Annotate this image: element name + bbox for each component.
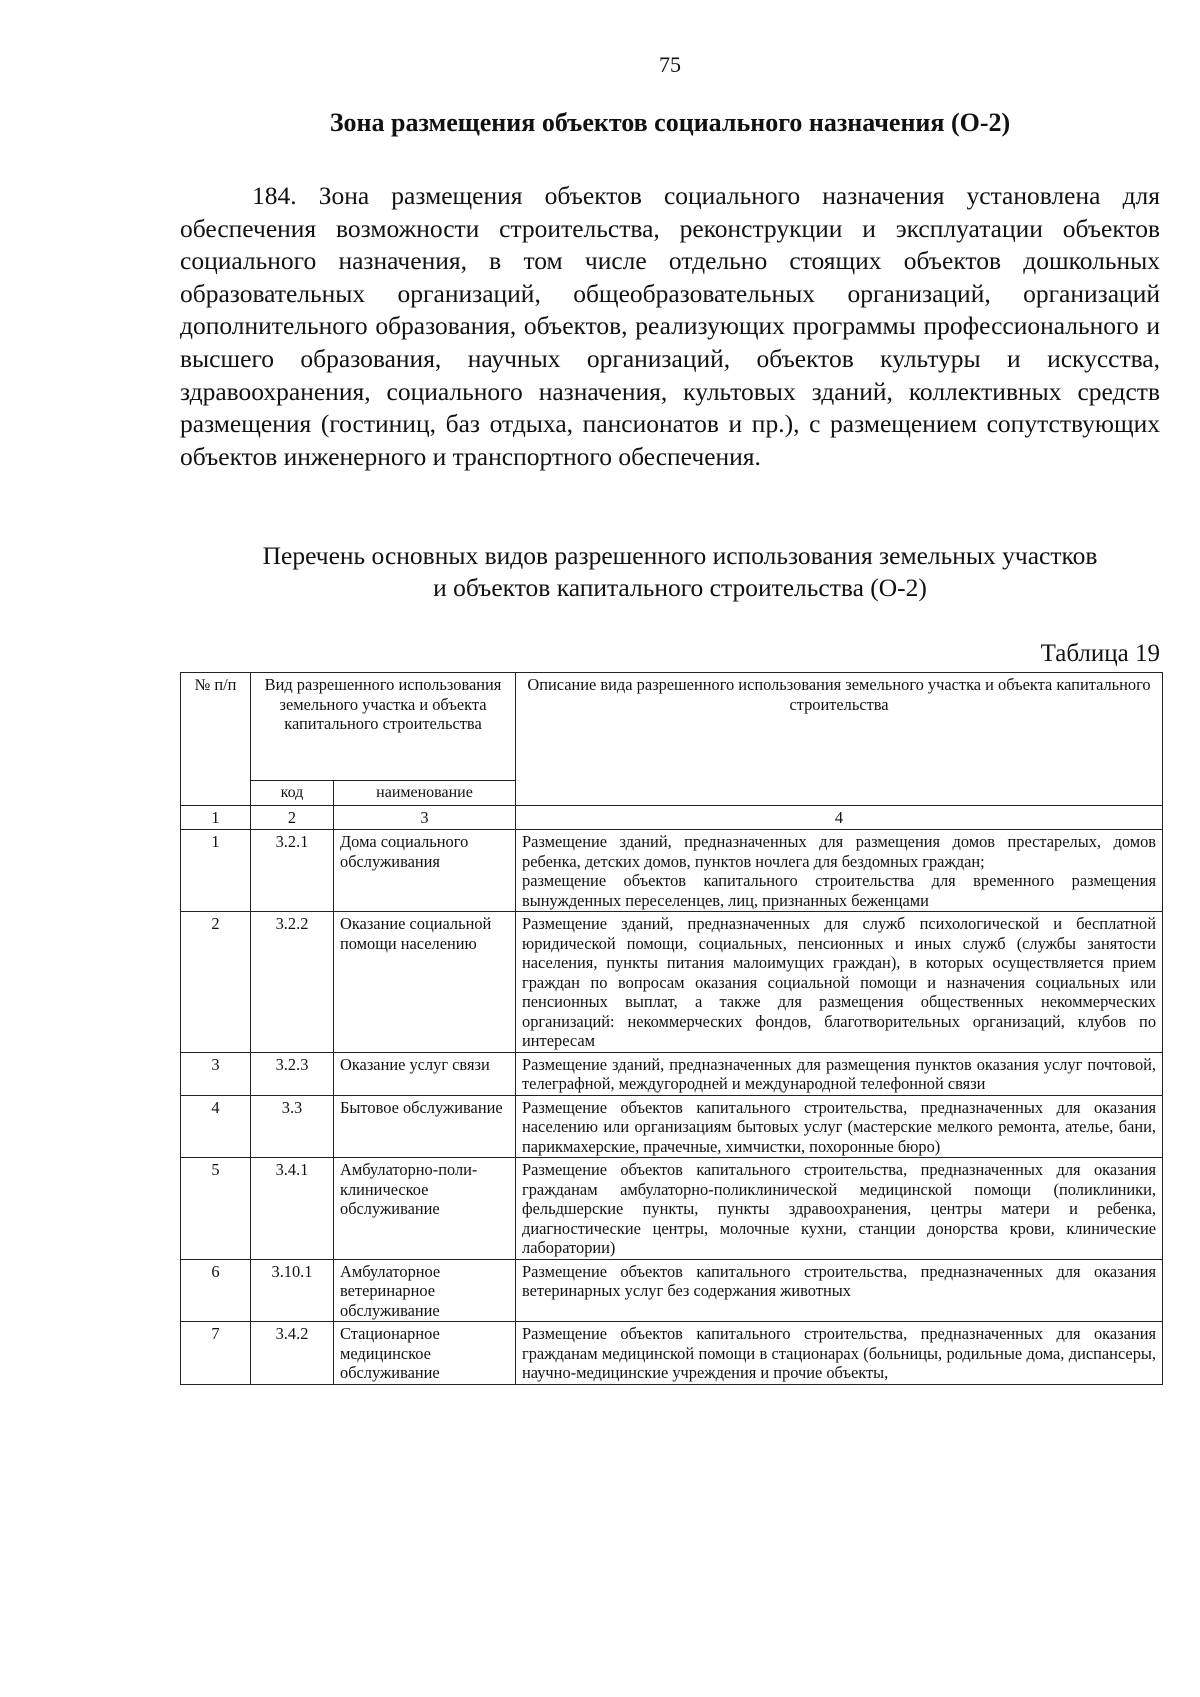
row-code: 3.2.1 xyxy=(251,830,334,912)
list-heading-line-2: и объектов капитального строительства (О-2) xyxy=(433,573,927,602)
section-title: Зона размещения объектов социального назначения (О-2) xyxy=(329,108,1011,137)
row-name: Оказание услуг связи xyxy=(334,1052,516,1095)
row-description-line: размещение объектов капитального строительства для временного размещения вынужденных переселенцев, лиц, признанных беженцами xyxy=(522,871,1157,910)
row-name: Дома социального обслуживания xyxy=(334,830,516,912)
row-code: 3.4.2 xyxy=(251,1322,334,1385)
row-number: 6 xyxy=(181,1259,251,1322)
header-description: Описание вида разрешенного использования земельного участка и объекта капитального строительства xyxy=(516,673,1163,806)
row-number: 7 xyxy=(181,1322,251,1385)
table-row xyxy=(181,912,1163,1053)
row-name: Оказание социальной помощи населению xyxy=(334,912,516,1053)
header-name: наименование xyxy=(334,781,516,806)
row-description xyxy=(516,912,1163,1053)
zone-description-paragraph: 184. Зона размещения объектов социального назначения установлена для обеспечения возможности строительства, реконструкции и эксплуатации объектов социального назначения, в том числе отдельно стоящих объектов дошкольных образовательных организаций, общеобразовательных организаций, организаций дополнительного образования, объектов, реализующих программы профессионального и высшего образования, научных организаций, объектов культуры и искусства, здравоохранения, социального назначения, культовых зданий, коллективных средств размещения (гостиниц, баз отдыха, пансионатов и пр.), с размещением сопутствующих объектов инженерного и транспортного обеспечения. xyxy=(180,181,1160,471)
row-code: 3.10.1 xyxy=(251,1259,334,1322)
row-number: 1 xyxy=(181,830,251,912)
column-number: 4 xyxy=(516,805,1163,830)
table-row xyxy=(181,830,1163,912)
row-description xyxy=(516,1052,1163,1095)
land-use-table xyxy=(180,672,1163,1385)
row-name: Амбулаторно-поли-клиническое обслуживание xyxy=(334,1158,516,1260)
row-description xyxy=(516,1259,1163,1322)
header-code: код xyxy=(251,781,334,806)
row-description-line: Размещение объектов капитального строительства, предназначенных для оказания гражданам амбулаторно-поликлинической медицинской помощи (поликлиники, фельдшерские пункты, пункты здравоохранения, центры матери и ребенка, диагностические центры, молочные кухни, станции донорства крови, клинические лаборатории) xyxy=(522,1160,1157,1257)
row-description-line: Размещение зданий, предназначенных для размещения пунктов оказания услуг почтовой, телеграфной, междугородней и международной телефонной связи xyxy=(522,1054,1157,1093)
table-row xyxy=(181,1259,1163,1322)
table-caption: Таблица 19 xyxy=(1040,640,1160,667)
row-code: 3.2.3 xyxy=(251,1052,334,1095)
row-number: 3 xyxy=(181,1052,251,1095)
row-number: 4 xyxy=(181,1095,251,1158)
row-name: Амбулаторное ветеринарное обслуживание xyxy=(334,1259,516,1322)
row-description-line: Размещение зданий, предназначенных для размещения домов престарелых, домов ребенка, детских домов, пунктов ночлега для бездомных граждан; xyxy=(522,832,1157,871)
row-number: 5 xyxy=(181,1158,251,1260)
row-code: 3.3 xyxy=(251,1095,334,1158)
column-number: 3 xyxy=(334,805,516,830)
row-number: 2 xyxy=(181,912,251,1053)
row-description-line: Размещение зданий, предназначенных для служб психологической и бесплатной юридической помощи, социальных, пенсионных и иных служб (службы занятости населения, пункты питания малоимущих граждан), в которых осуществляется прием граждан по вопросам оказания социальной помощи и назначения социальных или пенсионных выплат, а также для размещения общественных некоммерческих организаций: некоммерческих фондов, благотворительных организаций, клубов по интересам xyxy=(522,914,1157,1050)
row-name: Бытовое обслуживание xyxy=(334,1095,516,1158)
row-code: 3.2.2 xyxy=(251,912,334,1053)
header-num: № п/п xyxy=(181,673,251,806)
column-number: 2 xyxy=(251,805,334,830)
header-kind: Вид разрешенного использования земельного участка и объекта капитального строительства xyxy=(251,673,516,781)
column-number-row xyxy=(181,805,1163,830)
row-description-line: Размещение объектов капитального строительства, предназначенных для оказания ветеринарных услуг без содержания животных xyxy=(522,1261,1157,1300)
row-code: 3.4.1 xyxy=(251,1158,334,1260)
row-description xyxy=(516,1095,1163,1158)
list-heading xyxy=(180,540,1180,604)
row-description-line: Размещение объектов капитального строительства, предназначенных для оказания населению или организациям бытовых услуг (мастерские мелкого ремонта, ателье, бани, парикмахерские, прачечные, химчистки, похоронные бюро) xyxy=(522,1097,1157,1156)
row-description-line: Размещение объектов капитального строительства, предназначенных для оказания гражданам медицинской помощи в стационарах (больницы, родильные дома, диспансеры, научно-медицинские учреждения и прочие объекты, xyxy=(522,1324,1157,1382)
page-number: 75 xyxy=(659,52,681,77)
table-row xyxy=(181,1322,1163,1385)
row-name: Стационарное медицинское обслуживание xyxy=(334,1322,516,1385)
row-description xyxy=(516,1322,1163,1385)
list-heading-line-1: Перечень основных видов разрешенного использования земельных участков xyxy=(262,541,1098,570)
table-row xyxy=(181,1095,1163,1158)
column-number: 1 xyxy=(181,805,251,830)
table-row xyxy=(181,1052,1163,1095)
table-row xyxy=(181,1158,1163,1260)
row-description xyxy=(516,830,1163,912)
row-description xyxy=(516,1158,1163,1260)
